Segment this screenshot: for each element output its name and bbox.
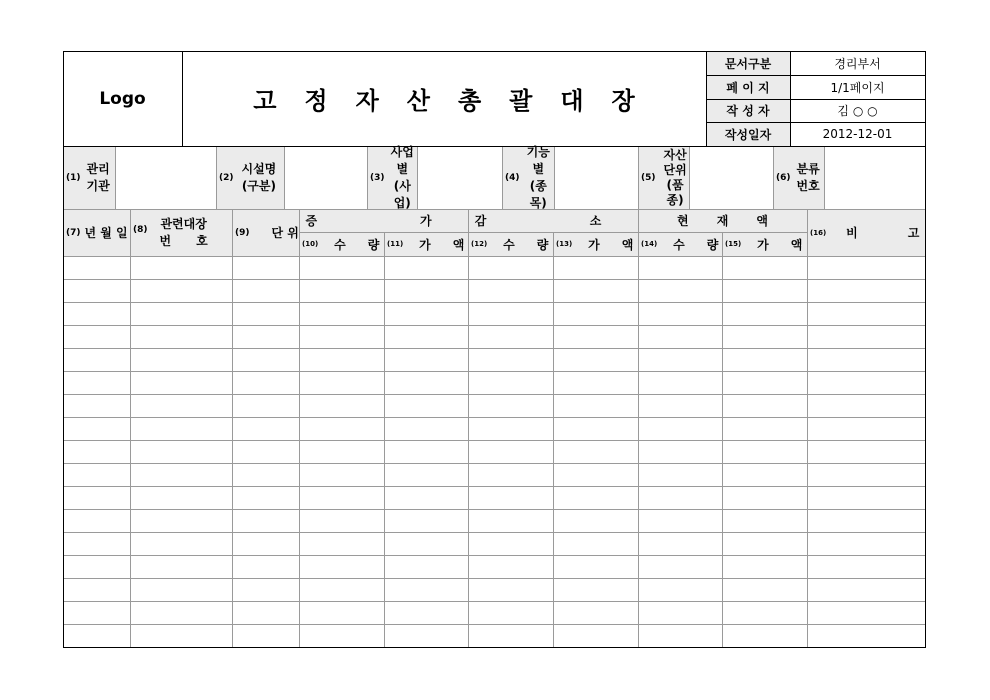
- field-value-management-org[interactable]: [115, 146, 216, 209]
- table-row-line: [63, 417, 925, 418]
- frame-bottom: [63, 647, 926, 648]
- field-value-facility-name[interactable]: [284, 146, 367, 209]
- sub-column-line: [384, 232, 385, 647]
- meta-label-page: 페 이 지: [706, 75, 790, 99]
- sub-header-current-amt: (15) 가 액: [725, 237, 803, 252]
- table-row-line: [63, 624, 925, 625]
- table-row-line: [63, 463, 925, 464]
- sub-header-current-qty: (14) 수 량: [641, 237, 719, 252]
- table-row-line: [63, 348, 925, 349]
- sub-header-decrease-amt: (13) 가 액: [556, 237, 634, 252]
- meta-row-line-1: [706, 75, 925, 76]
- page-title-cell: [182, 51, 706, 146]
- frame-right: [925, 51, 926, 647]
- field-label-business: (3) 사업 별 (사업): [367, 146, 417, 209]
- table-row-line: [63, 325, 925, 326]
- column-line: [468, 209, 469, 647]
- meta-label-doc-type: 문서구분: [706, 51, 790, 75]
- page-title: 고정자산총괄대장: [253, 87, 663, 115]
- field-divider: [689, 146, 690, 209]
- frame-top: [63, 51, 925, 52]
- field-value-asset-unit[interactable]: [689, 146, 773, 209]
- field-value-business[interactable]: [417, 146, 502, 209]
- sub-header-increase-qty: (10) 수 량: [302, 237, 380, 252]
- group-header-decrease: 감 소: [474, 214, 602, 228]
- field-divider: [216, 146, 217, 209]
- sub-column-line: [553, 232, 554, 647]
- field-row-bottom: [63, 209, 925, 210]
- field-value-class-number[interactable]: [824, 146, 925, 209]
- sub-header-decrease-qty: (12) 수 량: [471, 237, 549, 252]
- column-line: [130, 209, 131, 647]
- field-divider: [502, 146, 503, 209]
- field-divider: [773, 146, 774, 209]
- field-divider: [367, 146, 368, 209]
- group-header-increase: 증 가: [305, 214, 432, 228]
- field-label-class-number: (6) 분류 번호: [773, 146, 824, 209]
- logo: Logo: [99, 88, 146, 109]
- field-label-management-org: (1) 관리 기관: [63, 146, 115, 209]
- logo-cell: [63, 51, 182, 146]
- meta-value-page: 1/1페이지: [830, 80, 885, 95]
- meta-label-author: 작 성 자: [706, 99, 790, 122]
- table-row-line: [63, 302, 925, 303]
- sub-column-line: [722, 232, 723, 647]
- header-bottom: [63, 256, 925, 257]
- col-header-unit: (9) 단 위: [235, 226, 299, 240]
- group-header-current-amount: 현 재 액: [677, 214, 768, 228]
- table-row-line: [63, 394, 925, 395]
- field-divider: [638, 146, 639, 209]
- table-row-line: [63, 509, 925, 510]
- meta-value-date: 2012-12-01: [822, 127, 893, 141]
- col-header-remarks: (16) 비 고: [810, 226, 920, 240]
- field-divider: [417, 146, 418, 209]
- frame-header-bottom: [63, 146, 925, 147]
- table-row-line: [63, 279, 925, 280]
- meta-value-doc-type: 경리부서: [834, 56, 881, 71]
- sub-header-increase-amt: (11) 가 액: [387, 237, 465, 252]
- field-value-function[interactable]: [554, 146, 638, 209]
- field-label-function: (4) 기능 별 (종목): [502, 146, 554, 209]
- table-row-line: [63, 555, 925, 556]
- meta-row-line-3: [706, 122, 925, 123]
- frame-left: [63, 51, 64, 647]
- table-row-line: [63, 578, 925, 579]
- col-header-ledger-number: (8) 관련대장 번 호: [133, 216, 208, 248]
- table-row-line: [63, 440, 925, 441]
- column-line: [638, 209, 639, 647]
- column-line: [807, 209, 808, 647]
- table-row-line: [63, 532, 925, 533]
- logo-divider: [182, 51, 183, 146]
- table-row-line: [63, 601, 925, 602]
- meta-label-date: 작성일자: [706, 122, 790, 146]
- column-line: [299, 209, 300, 647]
- table-row-line: [63, 486, 925, 487]
- field-divider: [284, 146, 285, 209]
- meta-row-line-2: [706, 99, 925, 100]
- table-row-line: [63, 371, 925, 372]
- meta-value-author: 김 ○ ○: [837, 104, 878, 118]
- field-divider: [115, 146, 116, 209]
- field-divider: [824, 146, 825, 209]
- column-line: [232, 209, 233, 647]
- field-label-asset-unit: (5) 자산 단위 (품 종): [638, 146, 689, 209]
- field-divider: [554, 146, 555, 209]
- col-header-date: (7) 년 월 일: [66, 226, 128, 240]
- field-label-facility-name: (2) 시설명 (구분): [216, 146, 284, 209]
